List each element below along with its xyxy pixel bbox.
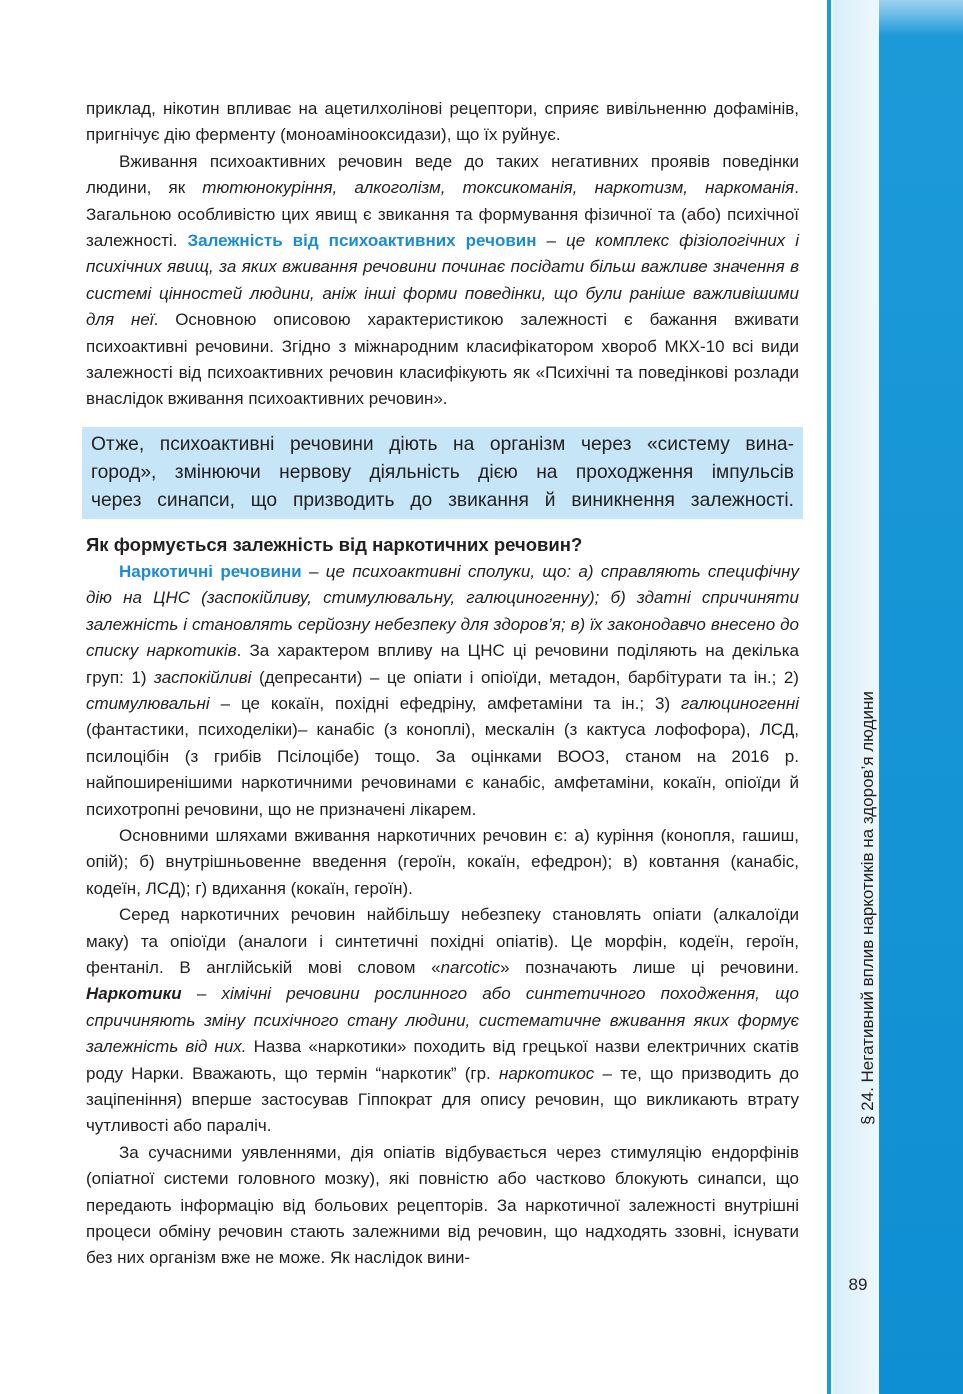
paragraph-narcotic-substances: Наркотичні речовини – це психоактивні сполуки, що: а) справляють специфічну дію на ЦНС (заспокійливу, стимулювальну, галюциногенну); б) здатні спричиняти залежність і становлять серйозну небезпеку для здоров’я; в) їх законодавчо внесено до списку наркотиків. За характером впливу на ЦНС ці речовини поділяють на декілька груп: 1) заспокійливі (депресанти) – це опіати і опіоїди, метадон, барбітурати та ін.; 2) стимулювальні – це кокаїн, похідні ефедріну, амфетаміни та ін.; 3) галюциногенні (фантастики, психоделіки)– канабіс (з коноплі), мескалін (з кактуса лофофора), ЛСД, псилоцібін (з грибів Псілоцібе) тощо. За оцінками ВООЗ, станом на 2016 р. найпоширенішими наркотичними речовинами є канабіс, амфетаміни, кокаїн, опіоїди й психотропні речовини, що не призначені лікарем. xyxy=(86,561,799,819)
summary-line: город», змінюючи нервову діяльність дією на проходження імпульсів xyxy=(91,461,794,483)
paragraph-mechanism: За сучасними уявленнями, дія опіатів відбувається через стимуляцію ендорфінів (опіатної системи головного мозку), які повністю або частково блокують синапси, що передають інформацію від больових рецепторів. За наркотичної залежності внутрішні процеси обміну речовин стають залежними від речовин, що надходять ззовні, існувати без них організм вже не може. Як наслідок вини- xyxy=(86,1142,799,1268)
paragraph-dependence: Вживання психоактивних речовин веде до таких негативних проявів поведінки людини, як тютюнокуріння, алкоголізм, токсикоманія, наркотизм, наркоманія. Загальною особливістю цих явищ є звикання та формування фізичної та (або) психічної залежності. Залежність від психоактивних речовин – це комплекс фізіологічних і психічних явищ, за яких вживання речовини починає посідати більш важливе значення в системі цінностей людини, аніж інші форми поведінки, що були раніше важливішими для неї. Основною описовою характеристикою залежності є бажання вживати психоактивні речовини. Згідно з міжнародним класифікатором хвороб МКХ-10 всі види залежності від психоактивних речовин класифікують як «Психічні та поведінкові розлади внаслідок вживання психоактивних речовин». xyxy=(86,151,799,409)
summary-line: через синапси, що призводить до звикання й виникнення залежності. xyxy=(91,489,794,511)
sidebar-dark-band xyxy=(879,0,963,1394)
page-content xyxy=(86,96,799,1272)
summary-line: Отже, психоактивні речовини діють на організм через «систему вина- xyxy=(91,433,794,455)
paragraph-continuation: приклад, нікотин впливає на ацетилхолінові рецептори, сприяє вивільненню дофамінів, пригнічує дію ферменту (моноамінооксидази), що їх руйнує. xyxy=(86,99,799,145)
paragraph-opiates: Серед наркотичних речовин найбільшу небезпеку становлять опіати (алкалоїди маку) та опіоїди (аналоги і синтетичні похідні опіатів). Це морфін, кодеїн, героїн, фентаніл. В англійській мові словом «narcotic» позначають лише ці речовини. Наркотики – хімічні речовини рослинного або синтетичного походження, що спричиняють зміну психічного стану людини, систематичне вживання яких формує залежність від них. Назва «наркотики» походить від грецької назви електричних скатів роду Нарки. Вважають, що термін “наркотик” (гр. наркотикос – те, що призводить до заціпеніння) вперше застосував Гіппократ для опису речовин, що викликають втрату чутливості або параліч. xyxy=(86,905,799,1136)
summary-box xyxy=(82,427,803,519)
section-heading: Як формується залежність від наркотичних речовин? xyxy=(86,533,583,555)
paragraph-routes: Основними шляхами вживання наркотичних речовин є: а) куріння (конопля, гашиш, опій); б) внутрішньовенне введення (героїн, кокаїн, ефедрон); в) ковтання (канабіс, кодеїн, ЛСД); г) вдихання (кокаїн, героїн). xyxy=(86,825,799,898)
page-number: 89 xyxy=(848,1275,868,1294)
chapter-title: § 24. Негативний вплив наркотиків на здоров’я людини xyxy=(858,691,877,1125)
